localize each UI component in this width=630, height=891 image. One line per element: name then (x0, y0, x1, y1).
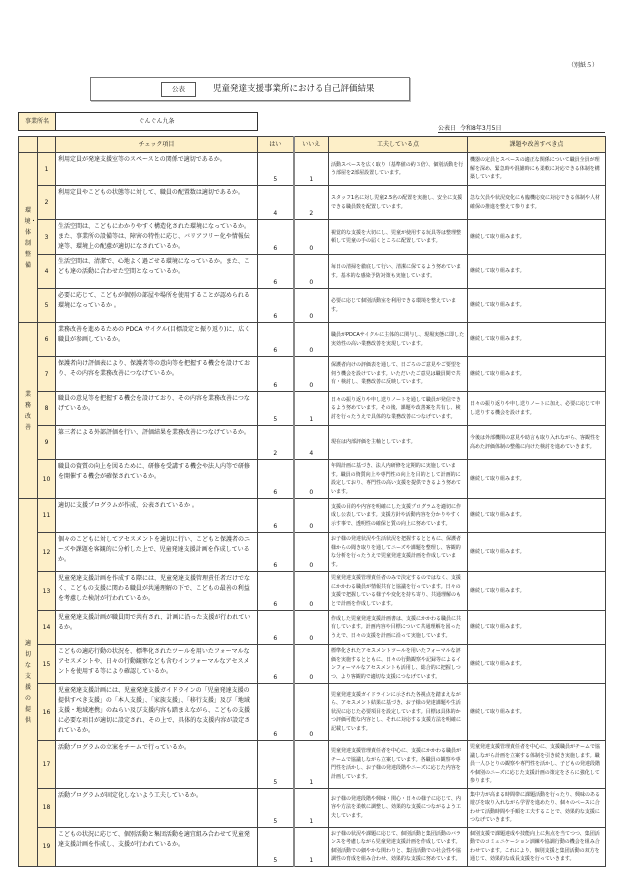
effort-text: お子様の状況や課題に応じて、個別活動と集団活動のバランスを考慮しながら児童発達支援計画を作成しています。個別活動での細やかな関わりと、集団活動での社会性や協調性の育成を組み合わせ、効果的な支援に努めています。 (329, 827, 468, 866)
check-item: 業務改善を進めるための PDCA サイクル(目標設定と振り返り)に、広く職員が参画しているか。 (56, 323, 258, 357)
yes-count: 5 (258, 827, 294, 866)
effort-text: 日々の振り返りや申し送りノートを通して職員が発信できるよう努めています。その後、課題や改善案を共有し、検討を行ったうえで具体的な業務改善につなげています。 (329, 392, 468, 426)
check-item: 生活空間は、清潔で、心地よく過ごせる環境になっているか。また、こども達の活動に合わせた空間となっているか。 (56, 255, 258, 289)
header-effort: 工夫している点 (329, 137, 468, 153)
item-number: 6 (38, 323, 56, 357)
table-row (19, 357, 606, 392)
yes-count: 2 (258, 426, 294, 460)
item-number: 5 (38, 289, 56, 323)
effort-text: 標準化されたアセスメントツールを用いたフォーマルな評価を実施するとともに、日々の行動観察や記録等によるインフォーマルなアセスメントも活用し、総合的に把握しつつ、より客観的で適切な支援につなげています。 (329, 645, 468, 684)
issue-text: 継続して取り組みます。 (468, 533, 606, 572)
yes-count: 4 (258, 186, 294, 220)
category-cell (19, 323, 38, 499)
item-number: 17 (38, 741, 56, 789)
no-count: 0 (294, 220, 329, 255)
issue-text: 継続して取り組みます。 (468, 499, 606, 533)
item-number: 9 (38, 426, 56, 460)
issue-text: 継続して取り組みます。 (468, 684, 606, 741)
item-number: 19 (38, 827, 56, 866)
issue-text: 継続して取り組みます。 (468, 460, 606, 499)
table-row (19, 392, 606, 426)
table-row (19, 289, 606, 323)
table-row (19, 572, 606, 611)
yes-count: 6 (258, 499, 294, 533)
item-number: 16 (38, 684, 56, 741)
check-item: 職員の意見等を把握する機会を設けており、その内容を業務改善につなげているか。 (56, 392, 258, 426)
table-row (19, 684, 606, 741)
no-count: 2 (294, 186, 329, 220)
issue-text: 継続して取り組みます。 (468, 357, 606, 392)
yes-count: 6 (258, 533, 294, 572)
item-number: 2 (38, 186, 56, 220)
item-number: 14 (38, 611, 56, 645)
table-row (19, 426, 606, 460)
effort-text: 活動スペースを広く取り（基準値の約３倍）、個別活動を行う部屋を2部屋設置しています。 (329, 153, 468, 186)
category-label: 適切な支援の提供 (24, 640, 31, 725)
check-item: 職員の資質の向上を図るために、研修を受講する機会や法人内等で研修を開催する機会が確保されているか。 (56, 460, 258, 499)
no-count: 0 (294, 357, 329, 392)
issue-text: 個別支援で課題達成や技能向上に焦点を当てつつ、集団活動でのコミュニケーション訓練や協調行動の機会を組み合わせています。これにより、個別支援と集団活動の双方を通じて、効果的な成長支援を行っていきます。 (468, 827, 606, 866)
table-row (19, 323, 606, 357)
header-no: いいえ (294, 137, 329, 153)
header-number (38, 137, 56, 153)
check-item: 児童発達支援計画には、児童発達支援ガイドラインの「児童発達支援の提供すべき支援」の「本人支援」、「家族支援」、「移行支援」及び「地域支援・地域連携」のねらい及び支援内容も踏まえながら、こどもの支援に必要な項目が適切に設定され、その上で、具体的な支援内容が設定されているか。 (56, 684, 258, 741)
title-box (90, 77, 410, 101)
effort-text: 児童発達支援管理責任者を中心に、支援にかかわる職員がチームで協議しながら立案しています。各職員の観察や専門性を活かし、お子様の発達段階やニーズに応じた内容を計画しています。 (329, 741, 468, 789)
check-item: こどもの状況に応じて、個別活動と集団活動を適宜組み合わせて児童発達支援計画を作成し、支援が行われているか。 (56, 827, 258, 866)
effort-text: 児童発達支援管理責任者のみで決定するのではなく、支援にかかわる職員が情報共有と協議を行っています。日々の支援で把握している様子や変化を持ち寄り、共通理解のもとで計画を作成しています。 (329, 572, 468, 611)
no-count: 0 (294, 323, 329, 357)
issue-text: 継続して取り組みます。 (468, 611, 606, 645)
pub-date-label: 公表日 (438, 125, 457, 132)
item-number: 8 (38, 392, 56, 426)
check-item: 適切に支援プログラムが作成、公表されているか 。 (56, 499, 258, 533)
issue-text: 児童発達支援管理責任者を中心に、支援職員がチームで協議しながら計画を立案する体制を引き続き実施します。職員一人ひとりの観察や専門性を活かし、子どもの発達段階や個別のニーズに応じた支援計画の策定をさらに強化して参ります。 (468, 741, 606, 789)
issue-text: 集中力が高まる時間帯に課題活動を行ったり、興味のある遊びを取り入れながら学習を進めたり、個々のペースに合わせて活動時間や手順を工夫することで、効果的な支援につなげていきます。 (468, 788, 606, 827)
annex-label: （別紙５） (568, 62, 599, 69)
header-category (19, 137, 38, 153)
yes-count: 5 (258, 153, 294, 186)
no-count: 1 (294, 153, 329, 186)
no-count: 0 (294, 645, 329, 684)
effort-text: 年間計画に基づき、法人内研修を定期的に実施しています。職員の資質向上や専門性の向上を目的として計画的に設定しており、専門性の高い支援を提供できるよう努めています。 (329, 460, 468, 499)
yes-count: 6 (258, 255, 294, 289)
category-label: 環境・体制整備 (24, 206, 37, 269)
check-item: 第三者による外部評価を行い、評価結果を業務改善につなげているか。 (56, 426, 258, 460)
issue-text: 継続して取り組みます。 (468, 323, 606, 357)
header-check: チェック項目 (56, 137, 258, 153)
issue-text: 継続して取り組みます。 (468, 220, 606, 255)
table-row (19, 186, 606, 220)
yes-count: 6 (258, 572, 294, 611)
effort-text: スタッフ1名に対し児童2.5名の配置を実施し、安全に支援できる職員数を配置しています。 (329, 186, 468, 220)
header-issue: 課題や改善すべき点 (468, 137, 606, 153)
evaluation-table (18, 136, 606, 867)
public-tag: 公表 (161, 82, 196, 97)
table-row (19, 533, 606, 572)
facility-label: 事業所名 (18, 112, 56, 131)
table-row (19, 645, 606, 684)
yes-count: 6 (258, 323, 294, 357)
no-count: 1 (294, 788, 329, 827)
yes-count: 6 (258, 684, 294, 741)
issue-text: 継続して取り組みます。 (468, 572, 606, 611)
item-number: 18 (38, 788, 56, 827)
check-item: 生活空間は、こどもにわかりやすく構造化された環境になっているか。また、事業所の設備等は、障害の特性に応じ、バリアフリー化や情報伝達等、環境上の配慮が適切になされているか。 (56, 220, 258, 255)
no-count: 0 (294, 611, 329, 645)
no-count: 0 (294, 255, 329, 289)
yes-count: 6 (258, 289, 294, 323)
table-row (19, 255, 606, 289)
item-number: 15 (38, 645, 56, 684)
no-count: 0 (294, 572, 329, 611)
check-item: 活動プログラムが固定化しないよう工夫しているか。 (56, 788, 258, 827)
issue-text: 継続して取り組みます。 (468, 289, 606, 323)
effort-text: 支援の目的や内容を明確にした支援プログラムを適切に作成し公表しています。支援方針や活動内容を分かりやすく示す事で、透明性の確保と質の向上に努めています。 (329, 499, 468, 533)
check-item: 児童発達支援計画を作成する際には、児童発達支援管理責任者だけでなく、こどもの支援に関わる職員が共通理解の下で、こどもの最善の利益を考慮した検討が行われているか。 (56, 572, 258, 611)
header-yes: はい (258, 137, 294, 153)
item-number: 3 (38, 220, 56, 255)
item-number: 1 (38, 153, 56, 186)
check-item: 活動プログラムの立案をチームで行っているか。 (56, 741, 258, 789)
yes-count: 5 (258, 392, 294, 426)
no-count: 0 (294, 499, 329, 533)
yes-count: 5 (258, 741, 294, 789)
check-item: 利用定員やこどもの状態等に対して、職員の配置数は適切であるか。 (56, 186, 258, 220)
effort-text: 毎日の清掃を徹底して行い、清潔に保てるよう努めています。基本的な感染予防対策も実施しています。 (329, 255, 468, 289)
yes-count: 5 (258, 788, 294, 827)
effort-text: お子様の発達段階や興味・関心・日々の様子に応じて、内容や方法を柔軟に調整し、効果的な支援につながるよう工夫しています。 (329, 788, 468, 827)
item-number: 10 (38, 460, 56, 499)
yes-count: 6 (258, 220, 294, 255)
yes-count: 6 (258, 611, 294, 645)
issue-text: 今後は外部機関の意見や助言も取り入れながら、客観性を高めた評価体制の整備に向けた検討を進めていきます。 (468, 426, 606, 460)
table-header (19, 137, 606, 153)
table-row (19, 220, 606, 255)
issue-text: 継続して取り組みます。 (468, 255, 606, 289)
category-cell (19, 499, 38, 867)
effort-text: 作成した児童発達支援計画書は、支援にかかわる職員に共有しています。計画内容や目標について共通理解を図ったうえで、日々の支援を計画に沿って実施しています。 (329, 611, 468, 645)
effort-text: 必要に応じて個別活動室を利用できる環境を整えています。 (329, 289, 468, 323)
no-count: 4 (294, 426, 329, 460)
item-number: 4 (38, 255, 56, 289)
no-count: 1 (294, 827, 329, 866)
check-item: 必要に応じて、こどもが個別の部屋や場所を使用することが認められる環境になっているか 。 (56, 289, 258, 323)
effort-text: 職員がPDCAサイクルに主体的に関与し、現場実態に即した実効性の高い業務改善を実現しています。 (329, 323, 468, 357)
facility-name: ぐんぐん九条 (55, 112, 258, 131)
no-count: 1 (294, 392, 329, 426)
no-count: 0 (294, 684, 329, 741)
check-item: こどもの適応行動の状況を、標準化されたツールを用いたフォーマルなアセスメントや、日々の行動観察なども含むインフォーマルなアセスメントを使用する等により確認しているか。 (56, 645, 258, 684)
check-item: 児童発達支援計画が職員間で共有され、計画に沿った支援が行われているか。 (56, 611, 258, 645)
table-row (19, 788, 606, 827)
publication-date (438, 123, 605, 133)
no-count: 1 (294, 741, 329, 789)
effort-text: 視覚的な支援を大切にし、児童が使用する玩具等は整理整頓して児童の手の届くところに配置しています。 (329, 220, 468, 255)
pub-date-value: 令和8年3月5日 (460, 125, 502, 132)
no-count: 0 (294, 289, 329, 323)
issue-text: 継続して取り組みます。 (468, 645, 606, 684)
table-row (19, 460, 606, 499)
table-row (19, 499, 606, 533)
item-number: 13 (38, 572, 56, 611)
check-item: 個々のこどもに対してアセスメントを適切に行い、こどもと保護者のニーズや課題を客観的に分析した上で、児童発達支援計画を作成しているか。 (56, 533, 258, 572)
effort-text: 現在は内部評価を主軸としています。 (329, 426, 468, 460)
check-item: 保護者向け評価表により、保護者等の意向等を把握する機会を設けており、その内容を業務改善につなげているか。 (56, 357, 258, 392)
page-title: 児童発達支援事業所における自己評価結果 (213, 84, 375, 94)
table-row (19, 153, 606, 186)
table-row (19, 827, 606, 866)
effort-text: お子様の発達状況や生活状況を把握するとともに、保護者様からの聞き取りを通してニーズや課題を整理し、客観的な分析を行ったうえで児童発達支援計画を作成しています。 (329, 533, 468, 572)
yes-count: 6 (258, 645, 294, 684)
issue-text: 日々の振り返りや申し送りノートに加え、必要に応じて申し送りする機会を設けます。 (468, 392, 606, 426)
category-cell (19, 153, 38, 323)
issue-text: 急な欠員や状況変化にも臨機応変に対応できる体制や人材確保の推進を整えて参ります。 (468, 186, 606, 220)
yes-count: 6 (258, 357, 294, 392)
check-item: 利用定員が発達支援室等のスペースとの関係で適切であるか。 (56, 153, 258, 186)
no-count: 0 (294, 533, 329, 572)
category-label: 業務改善 (24, 390, 31, 431)
yes-count: 6 (258, 460, 294, 499)
effort-text: 保護者向けの評価表を通して、日ごろのご意見やご要望を伺う機会を設けています。いただいたご意見は職員間で共有・検討し、業務改善に反映しています。 (329, 357, 468, 392)
table-row (19, 611, 606, 645)
item-number: 7 (38, 357, 56, 392)
no-count: 0 (294, 460, 329, 499)
item-number: 12 (38, 533, 56, 572)
table-row (19, 741, 606, 789)
effort-text: 児童発達支援ガイドラインに示された各視点を踏まえながら、アセスメント結果に基づき、お子様の発達課題や生活状況に応じた必要項目を設定しています。目標は具体的かつ評価可能な内容とし、それに対応する支援方法を明確に記載しています。 (329, 684, 468, 741)
item-number: 11 (38, 499, 56, 533)
issue-text: 機器の定員とスペースの適正な関係について職員全員が理解を深め、緊急時や混雑時にも柔軟に対応できる体制を構築しています。 (468, 153, 606, 186)
